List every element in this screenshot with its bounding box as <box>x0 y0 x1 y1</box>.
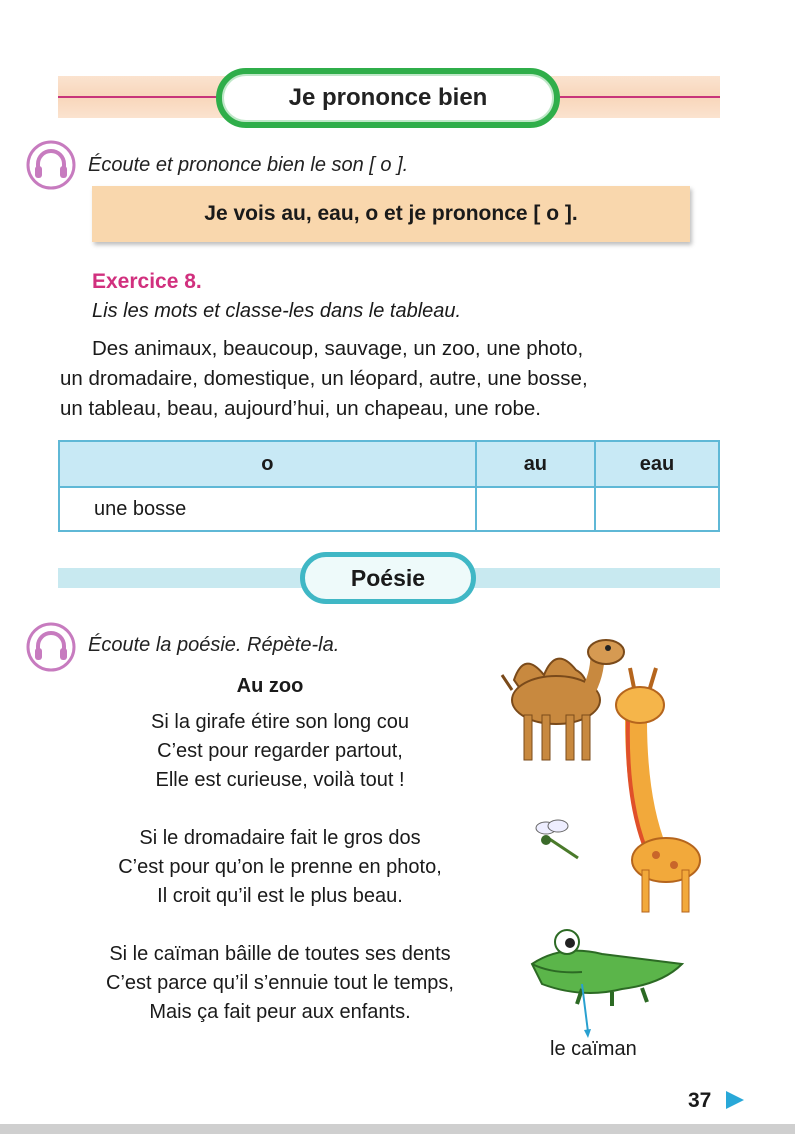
section-title: Je prononce bien <box>216 68 560 128</box>
poem-line: Si le caïman bâille de toutes ses dents <box>109 943 451 965</box>
poem-line: Si le dromadaire fait le gros dos <box>139 827 421 849</box>
exercise-title: Exercice 8. <box>92 270 202 293</box>
table-cell[interactable] <box>476 487 595 531</box>
table-cell[interactable]: une bosse <box>59 487 476 531</box>
table-header: au <box>476 441 595 487</box>
table-row <box>59 487 719 531</box>
listen-instruction: Écoute la poésie. Répète-la. <box>88 634 340 656</box>
classification-table <box>58 440 720 532</box>
headphones-icon <box>26 622 76 672</box>
pointer-arrow-icon <box>574 984 594 1040</box>
poem-line: C’est pour regarder partout, <box>157 740 403 762</box>
poem-line: Il croit qu’il est le plus beau. <box>157 885 403 907</box>
poem-line: C’est parce qu’il s’ennuie tout le temps, <box>106 972 454 994</box>
play-arrow-icon <box>724 1089 746 1111</box>
poem-line: Si la girafe étire son long cou <box>151 711 409 733</box>
poem-line: Elle est curieuse, voilà tout ! <box>155 769 405 791</box>
headphones-icon <box>26 140 76 190</box>
exercise-instruction: Lis les mots et classe-les dans le tableau. <box>92 300 462 322</box>
word-line: un dromadaire, domestique, un léopard, autre, une bosse, <box>60 367 588 390</box>
pronunciation-rule: Je vois au, eau, o et je prononce [ o ]. <box>92 186 690 242</box>
giraffe-illustration <box>606 660 716 920</box>
poem-line: Mais ça fait peur aux enfants. <box>149 1001 411 1023</box>
dragonfly-illustration <box>528 814 588 864</box>
section-title: Poésie <box>300 552 476 604</box>
caiman-label: le caïman <box>550 1038 637 1060</box>
table-header: eau <box>595 441 719 487</box>
poem-line: C’est pour qu’on le prenne en photo, <box>118 856 442 878</box>
word-list <box>60 334 720 424</box>
poem-stanza <box>40 824 520 911</box>
page-bottom-bar <box>0 1124 795 1134</box>
poem-stanza <box>40 940 520 1027</box>
page-number: 37 <box>688 1089 712 1112</box>
word-line: Des animaux, beaucoup, sauvage, un zoo, une photo, <box>92 337 584 360</box>
listen-instruction: Écoute et prononce bien le son [ o ]. <box>88 154 409 176</box>
table-header: o <box>59 441 476 487</box>
poem-stanza <box>40 708 520 795</box>
word-line: un tableau, beau, aujourd’hui, un chapeau, une robe. <box>60 397 541 420</box>
table-cell[interactable] <box>595 487 719 531</box>
poem-title: Au zoo <box>236 675 304 697</box>
caiman-illustration <box>522 924 688 1014</box>
